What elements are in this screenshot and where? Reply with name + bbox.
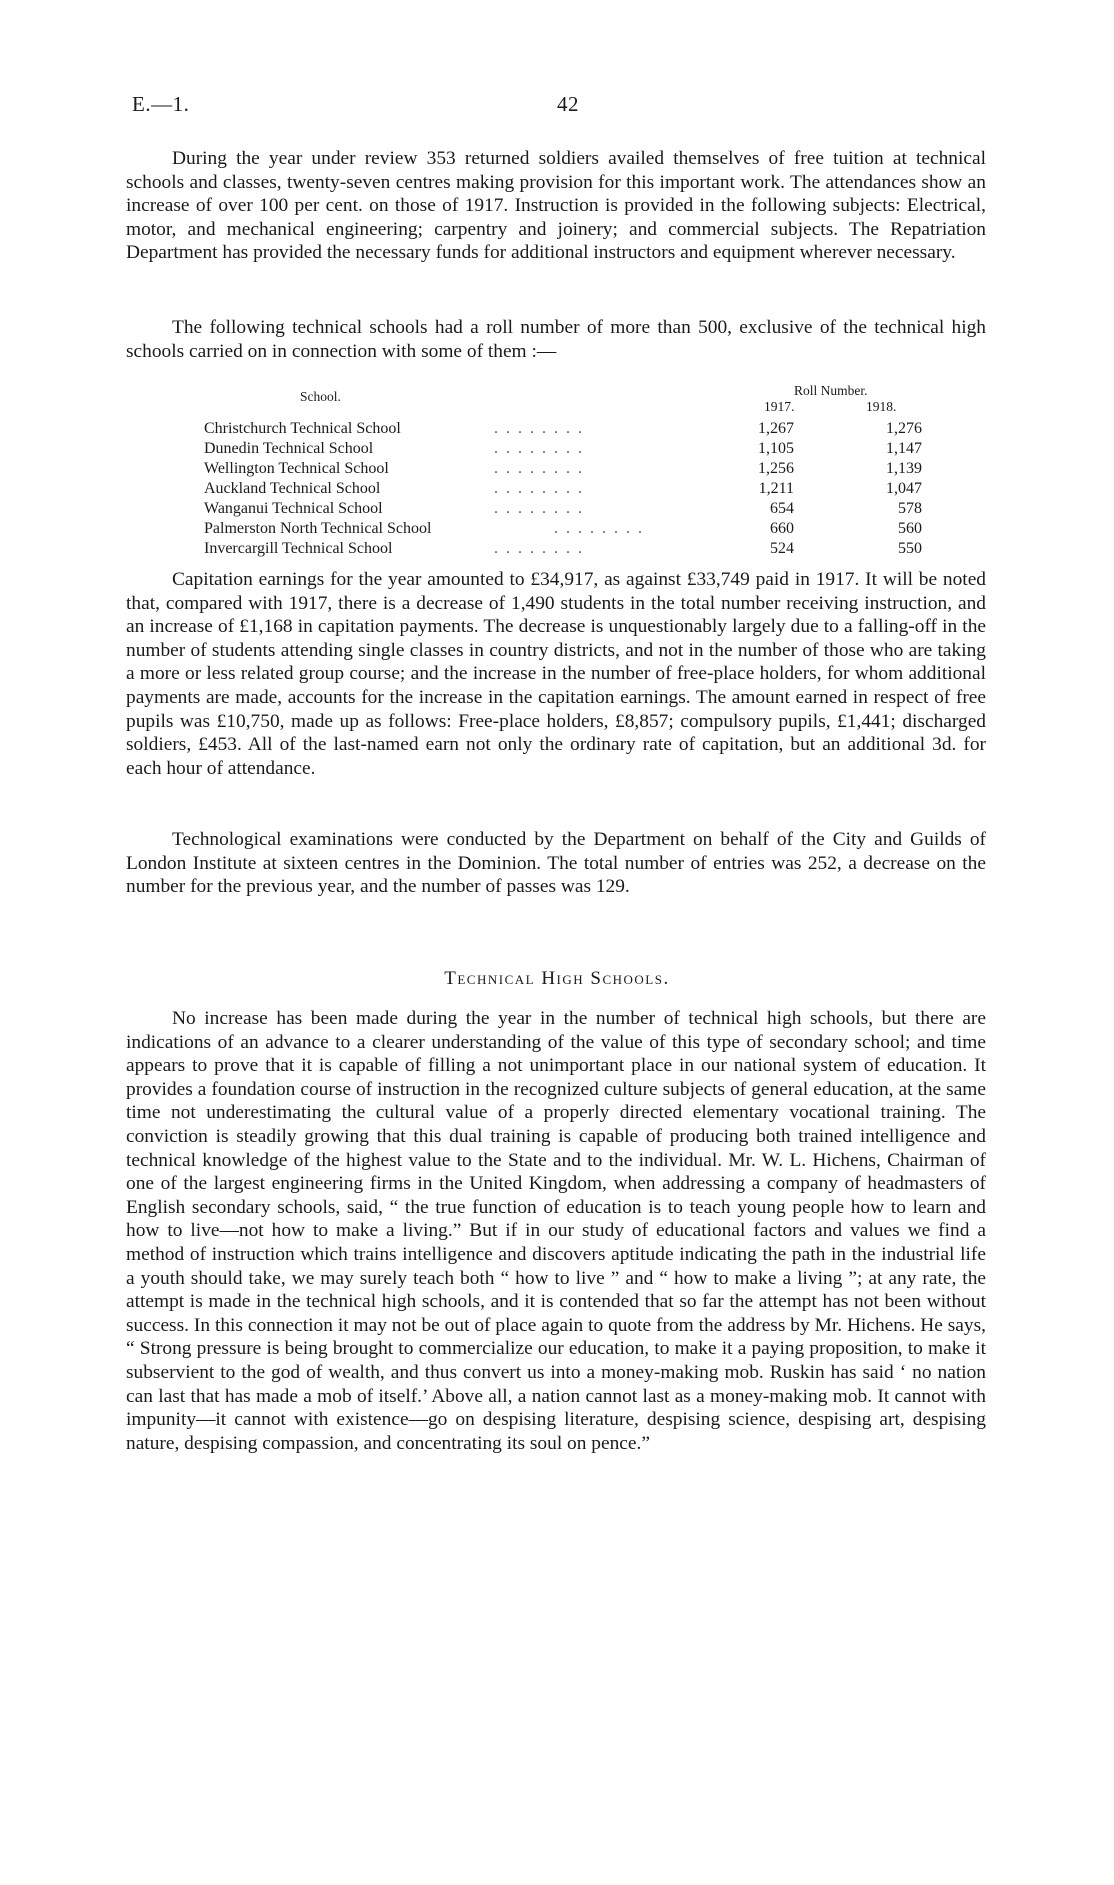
- dot-leader: . . . . . . . .: [494, 460, 584, 477]
- table-header-1918: 1918.: [866, 399, 897, 414]
- school-name: Dunedin Technical School: [204, 440, 374, 457]
- table-row: [204, 479, 924, 499]
- dot-leader: . . . . . . . .: [494, 540, 584, 557]
- paragraph-returned-soldiers: During the year under review 353 returned soldiers availed themselves of free tuition at technical schools and classes, twenty-seven centres making provision for this important work. The attendances show an increase of over 100 per cent. on those of 1917. Instruction is provided in the following subjects: Electrical, motor, and mechanical engineering; carpentry and joinery; and commercial subjects. The Repatriation Department has provided the necessary funds for additional instructors and equipment wherever necessary.: [126, 148, 986, 264]
- table-header-roll-number: Roll Number.: [794, 383, 868, 398]
- roll-1918: 560: [898, 520, 922, 537]
- roll-1917: 1,256: [758, 460, 794, 477]
- roll-1918: 550: [898, 540, 922, 557]
- dot-leader: . . . . . . . .: [494, 500, 584, 517]
- roll-1917: 660: [770, 520, 794, 537]
- roll-1918: 1,276: [886, 420, 922, 437]
- roll-1917: 1,267: [758, 420, 794, 437]
- roll-1918: 1,147: [886, 440, 922, 457]
- roll-1917: 1,105: [758, 440, 794, 457]
- school-name: Wanganui Technical School: [204, 500, 383, 517]
- roll-1918: 1,047: [886, 480, 922, 497]
- table-row: [204, 519, 924, 539]
- table-row: [204, 499, 924, 519]
- school-name: Wellington Technical School: [204, 460, 389, 477]
- table-row: [204, 539, 924, 559]
- table-row: [204, 439, 924, 459]
- roll-1917: 1,211: [758, 480, 794, 497]
- roll-1917: 524: [770, 540, 794, 557]
- dot-leader: . . . . . . . .: [494, 420, 584, 437]
- paragraph-technical-high-schools: No increase has been made during the year in the number of technical high schools, but there are indications of an advance to a clearer understanding of the value of this type of secondary school; and time appears to prove that it is capable of filling a not unimportant place in our national system of education. It provides a foundation course of instruction in the recognized culture subjects of general education, at the same time not underestimating the cultural value of a properly directed elementary vocational training. The conviction is steadily growing that this dual training is capable of producing both trained intelligence and technical knowledge of the highest value to the State and to the individual. Mr. W. L. Hichens, Chairman of one of the largest engineering firms in the United Kingdom, when addressing a company of headmasters of English secondary schools, said, “ the true function of education is to teach young people how to learn and how to live—not how to make a living.” But if in our study of educational factors and values we find a method of instruction which trains intelligence and discovers aptitude indicating the path in the industrial life a youth should take, we may surely teach both “ how to live ” and “ how to make a living ”; at any rate, the attempt is made in the technical high schools, and it is contended that so far the attempt has not been without success. In this connection it may not be out of place again to quote from the address by Mr. Hichens. He says, “ Strong pressure is being brought to commercialize our education, to make it a paying proposition, to make it subservient to the god of wealth, and thus convert us into a money-making mob. Ruskin has said ‘ no nation can last that has made a mob of itself.’ Above all, a nation cannot last as a money-making mob. It cannot with impunity—it cannot with existence—go on despising literature, despising science, despising art, despising nature, despising compassion, and concentrating its soul on pence.”: [126, 1008, 986, 1454]
- paragraph-capitation: Capitation earnings for the year amounted to £34,917, as against £33,749 paid in 1917. It will be noted that, compared with 1917, there is a decrease of 1,490 students in the total number receiving instruction, and an increase of £1,168 in capitation payments. The decrease is unquestionably largely due to a falling-off in the number of students attending single classes in country districts, and not in the number of those who are taking a more or less related group course; and the increase in the number of free-place holders, for whom additional payments are made, accounts for the increase in the capitation earnings. The amount earned in respect of free pupils was £10,750, made up as follows: Free-place holders, £8,857; compulsory pupils, £1,441; discharged soldiers, £453. All of the last-named earn not only the ordinary rate of capitation, but an additional 3d. for each hour of attendance.: [126, 569, 986, 779]
- table-header-1917: 1917.: [764, 399, 795, 414]
- page-number: 42: [557, 92, 579, 116]
- school-name: Palmerston North Technical School: [204, 520, 432, 537]
- paragraph-roll-intro: The following technical schools had a roll number of more than 500, exclusive of the technical high schools carried on in connection with some of them :—: [126, 317, 986, 362]
- dot-leader: . . . . . . . .: [494, 440, 584, 457]
- roll-1918: 1,139: [886, 460, 922, 477]
- table-row: [204, 419, 924, 439]
- table-header-school: School.: [300, 389, 341, 404]
- school-name: Christchurch Technical School: [204, 420, 401, 437]
- dot-leader: . . . . . . . .: [554, 520, 644, 537]
- document-reference: E.—1.: [132, 92, 190, 116]
- school-name: Auckland Technical School: [204, 480, 381, 497]
- paragraph-technological-exams: Technological examinations were conducted by the Department on behalf of the City and Guilds of London Institute at sixteen centres in the Dominion. The total number of entries was 252, a decrease on the number for the previous year, and the number of passes was 129.: [126, 829, 986, 898]
- section-heading: Technical High Schools.: [444, 968, 670, 989]
- school-name: Invercargill Technical School: [204, 540, 393, 557]
- table-row: [204, 459, 924, 479]
- roll-1917: 654: [770, 500, 794, 517]
- roll-1918: 578: [898, 500, 922, 517]
- dot-leader: . . . . . . . .: [494, 480, 584, 497]
